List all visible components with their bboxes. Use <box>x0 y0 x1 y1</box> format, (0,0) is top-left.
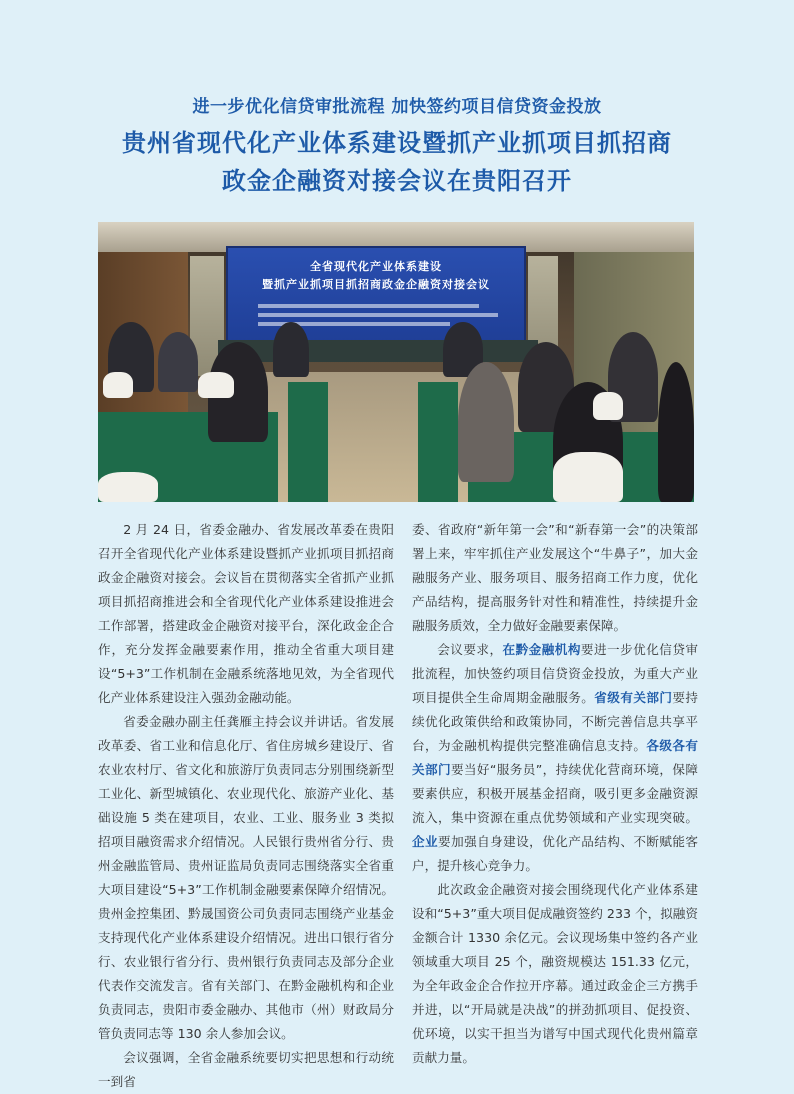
article-column-left <box>98 518 394 1094</box>
paragraph: 省委金融办副主任龚雁主持会议并讲话。省发展改革委、省工业和信息化厅、省住房城乡建设厅、省农业农村厅、省文化和旅游厅负责同志分别围绕新型工业化、新型城镇化、农业现代化、旅游产业化、基础设施 5 类在建项目，农业、工业、服务业 3 类拟招项目融资需求介绍情况。人民银行贵州省分行、贵州金融监管局、贵州证监局负责同志围绕落实全省重大项目建设“5+3”工作机制金融要素保障介绍情况。贵州金控集团、黔晟国资公司负责同志围绕产业基金支持现代化产业体系建设介绍情况。进出口银行省分行、农业银行省分行、贵州银行负责同志及部分企业代表作交流发言。省有关部门、在黔金融机构和企业负责同志，贵阳市委金融办、其他市（州）财政局分管负责同志等 130 余人参加会议。 <box>98 714 394 1041</box>
paragraph: 此次政金企融资对接会围绕现代化产业体系建设和“5+3”重大项目促成融资签约 233 个，拟融资金额合计 1330 余亿元。会议现场集中签约各产业领域重大项目 25 个，融资规模达 151.33 亿元，为全年政金企合作拉开序幕。通过政金企三方携手并进，以“开局就是决战”的拼劲抓项目、促投资、优环境，以实干担当为谱写中国式现代化贵州篇章贡献力量。 <box>412 882 698 1065</box>
paragraph: 会议强调，全省金融系统要切实把思想和行动统一到省 <box>98 1050 394 1089</box>
text-run: 要加强自身建设，优化产品结构、不断赋能客户，提升核心竞争力。 <box>412 834 699 873</box>
banner-line-2: 暨抓产业抓项目抓招商政金企融资对接会议 <box>262 278 490 291</box>
text-run: 会议要求， <box>437 642 503 657</box>
title-line-2: 政金企融资对接会议在贵阳召开 <box>222 167 572 195</box>
text-run: 要进一步优化信贷审批流程，加快签约项目信贷资金投放，为重大产业项目提供全生命周期金融服务。 <box>412 642 699 705</box>
photo-chair <box>553 452 623 502</box>
photo-chair <box>198 372 234 398</box>
photo-chair <box>98 472 158 502</box>
paragraph: 2 月 24 日，省委金融办、省发展改革委在贵阳召开全省现代化产业体系建设暨抓产业抓项目抓招商政金企融资对接会。会议旨在贯彻落实全省抓产业抓项目抓招商推进会和全省现代化产业体系建设推进会工作部署，搭建政金企融资对接平台，深化政金企合作，充分发挥金融要素作用，推动全省重大项目建设“5+3”工作机制在金融系统落地见效，为全省现代化产业体系建设注入强劲金融动能。 <box>98 522 394 705</box>
photo-audience <box>98 322 694 502</box>
article-title <box>0 124 794 200</box>
photo-person <box>658 362 694 502</box>
photo-person <box>273 322 309 377</box>
article-column-right <box>412 518 698 1070</box>
highlight-text: 在黔金融机构 <box>502 642 581 657</box>
paragraph: 委、省政府“新年第一会”和“新春第一会”的决策部署上来，牢牢抓住产业发展这个“牛鼻子”，加大金融服务产业、服务项目、服务招商工作力度，优化产品结构，提高服务针对性和精准性，持续提升金融服务质效，全力做好金融要素保障。 <box>412 522 698 633</box>
highlight-text: 企业 <box>412 834 439 849</box>
meeting-photo <box>98 222 694 502</box>
photo-person <box>458 362 514 482</box>
banner-line-1: 全省现代化产业体系建设 <box>310 260 442 273</box>
photo-table <box>288 382 328 502</box>
photo-chair <box>593 392 623 420</box>
photo-person <box>158 332 198 392</box>
paragraph-requirements <box>412 638 698 878</box>
text-run: 要当好“服务员”，持续优化营商环境，保障要素供应，积极开展基金招商，吸引更多金融资源流入，集中资源在重点优势领域和产业实现突破。 <box>412 762 698 825</box>
title-line-1: 贵州省现代化产业体系建设暨抓产业抓项目抓招商 <box>122 129 672 157</box>
photo-chair <box>103 372 133 398</box>
text-run: 要持续优化政策供给和政策协同，不断完善信息共享平台，为金融机构提供完整准确信息支持。 <box>412 690 699 753</box>
article-subtitle: 进一步优化信贷审批流程 加快签约项目信贷资金投放 <box>192 97 602 117</box>
photo-table <box>418 382 458 502</box>
highlight-text: 各级各有关部门 <box>412 738 699 777</box>
highlight-text: 省级有关部门 <box>594 690 673 705</box>
